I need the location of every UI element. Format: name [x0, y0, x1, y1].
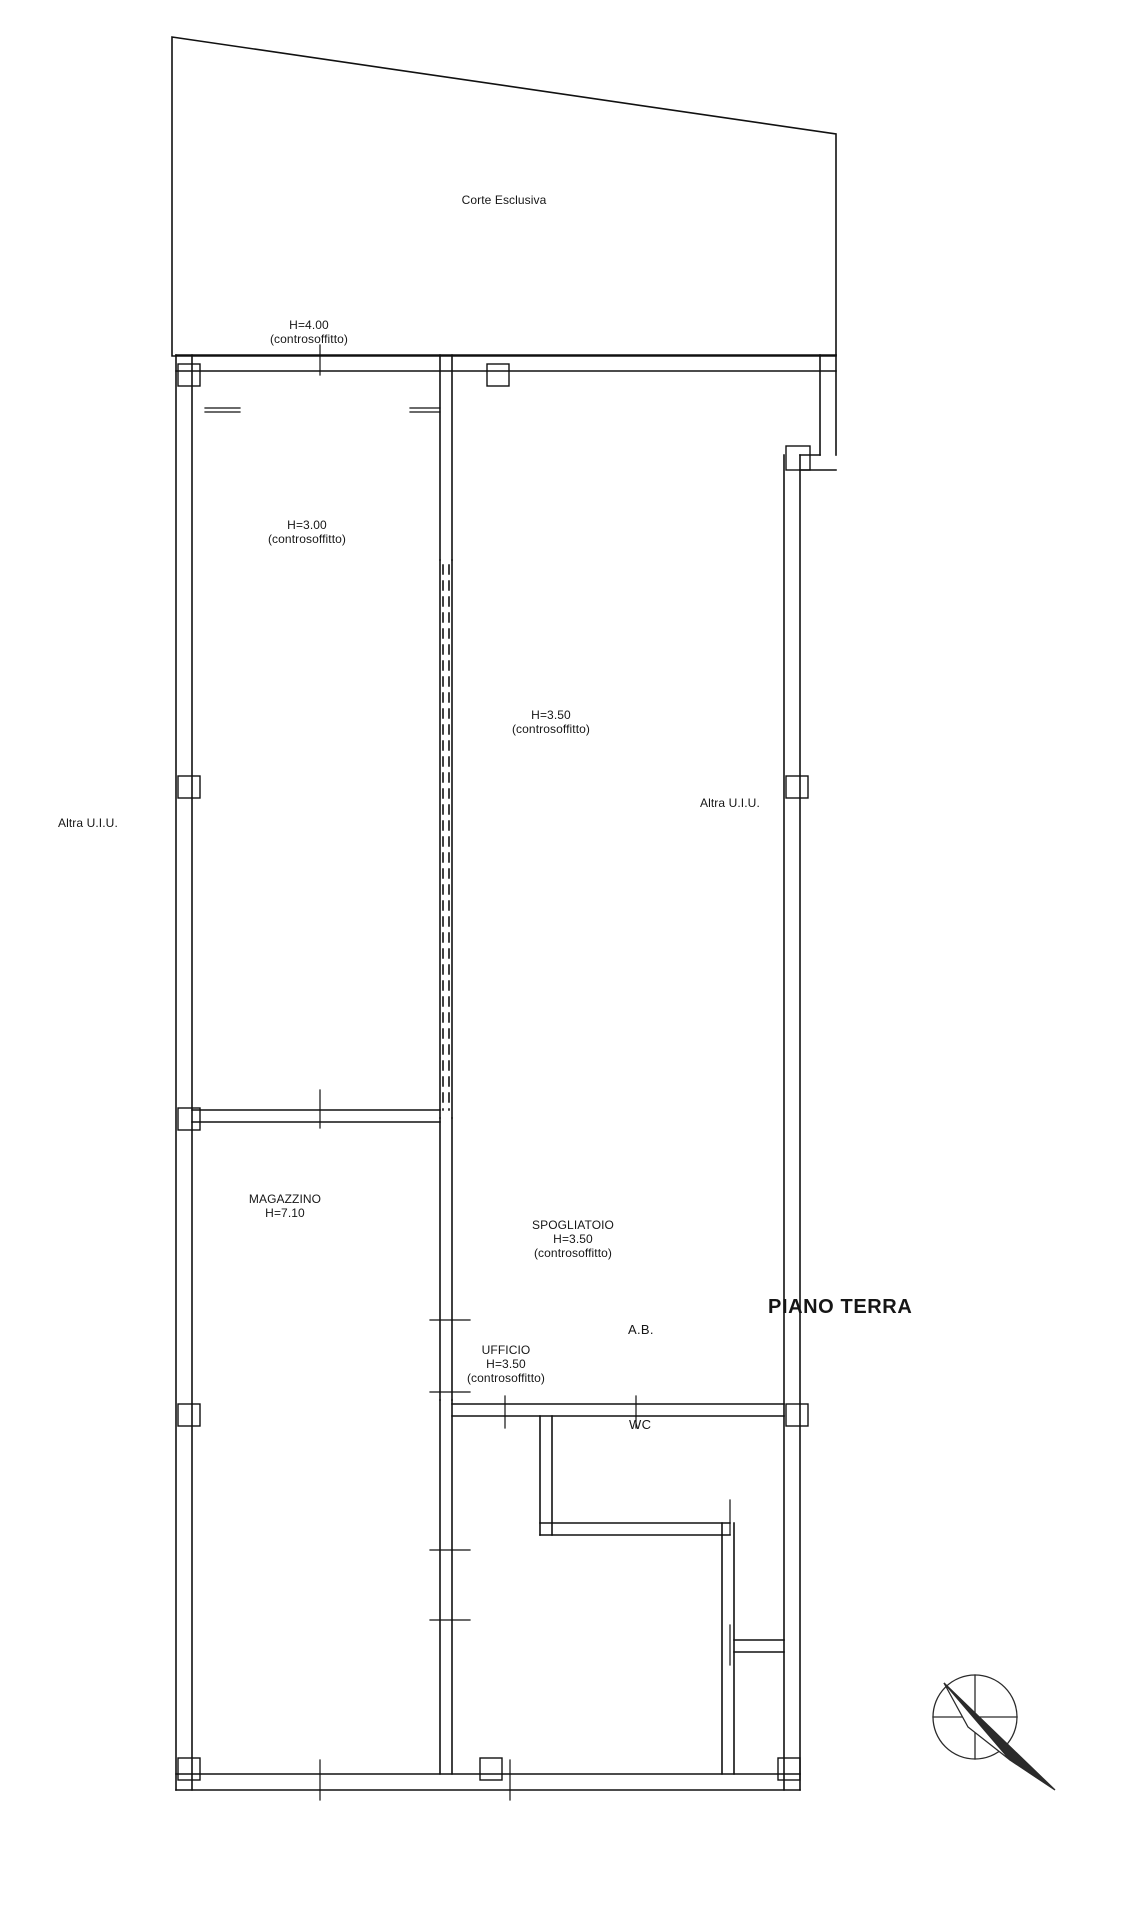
central-partition — [440, 355, 452, 1774]
height-note: (controsoffitto) — [267, 532, 347, 546]
label-courtyard: Corte Esclusiva — [461, 193, 547, 207]
lower-right-room-walls — [452, 1404, 784, 1774]
partition-opening-dashed — [443, 565, 449, 1110]
room-label-ufficio — [406, 1343, 606, 1385]
door-openings — [205, 345, 730, 1800]
structural-pillars — [178, 364, 810, 1780]
room-note: (controsoffitto) — [533, 1246, 613, 1260]
building-outer-walls — [176, 355, 836, 1790]
height-note: (controsoffitto) — [269, 332, 349, 346]
north-arrow-icon — [933, 1675, 1055, 1790]
room-name: UFFICIO — [481, 1343, 531, 1357]
label-height-right-main — [466, 708, 636, 736]
label-height-left-upper — [222, 518, 392, 546]
room-height: H=3.50 — [553, 1232, 593, 1246]
height-note: (controsoffitto) — [511, 722, 591, 736]
room-height: H=7.10 — [265, 1206, 305, 1220]
room-label-wc: WC — [629, 1417, 652, 1432]
room-label-spogliatoio — [473, 1218, 673, 1260]
height-value: H=3.00 — [287, 518, 327, 532]
label-neighbour-left: Altra U.I.U. — [58, 816, 118, 830]
height-value: H=4.00 — [289, 318, 329, 332]
room-label-magazzino — [185, 1192, 385, 1220]
page-title: PIANO TERRA — [768, 1296, 913, 1318]
room-name: SPOGLIATOIO — [531, 1218, 614, 1232]
label-neighbour-right: Altra U.I.U. — [700, 796, 760, 810]
room-name: MAGAZZINO — [248, 1192, 322, 1206]
label-height-top-left — [229, 318, 389, 346]
room-note: (controsoffitto) — [466, 1371, 546, 1385]
room-height: H=3.50 — [486, 1357, 526, 1371]
partition-magazzino-top — [192, 1110, 440, 1122]
room-label-ab: A.B. — [628, 1322, 654, 1337]
height-value: H=3.50 — [531, 708, 571, 722]
